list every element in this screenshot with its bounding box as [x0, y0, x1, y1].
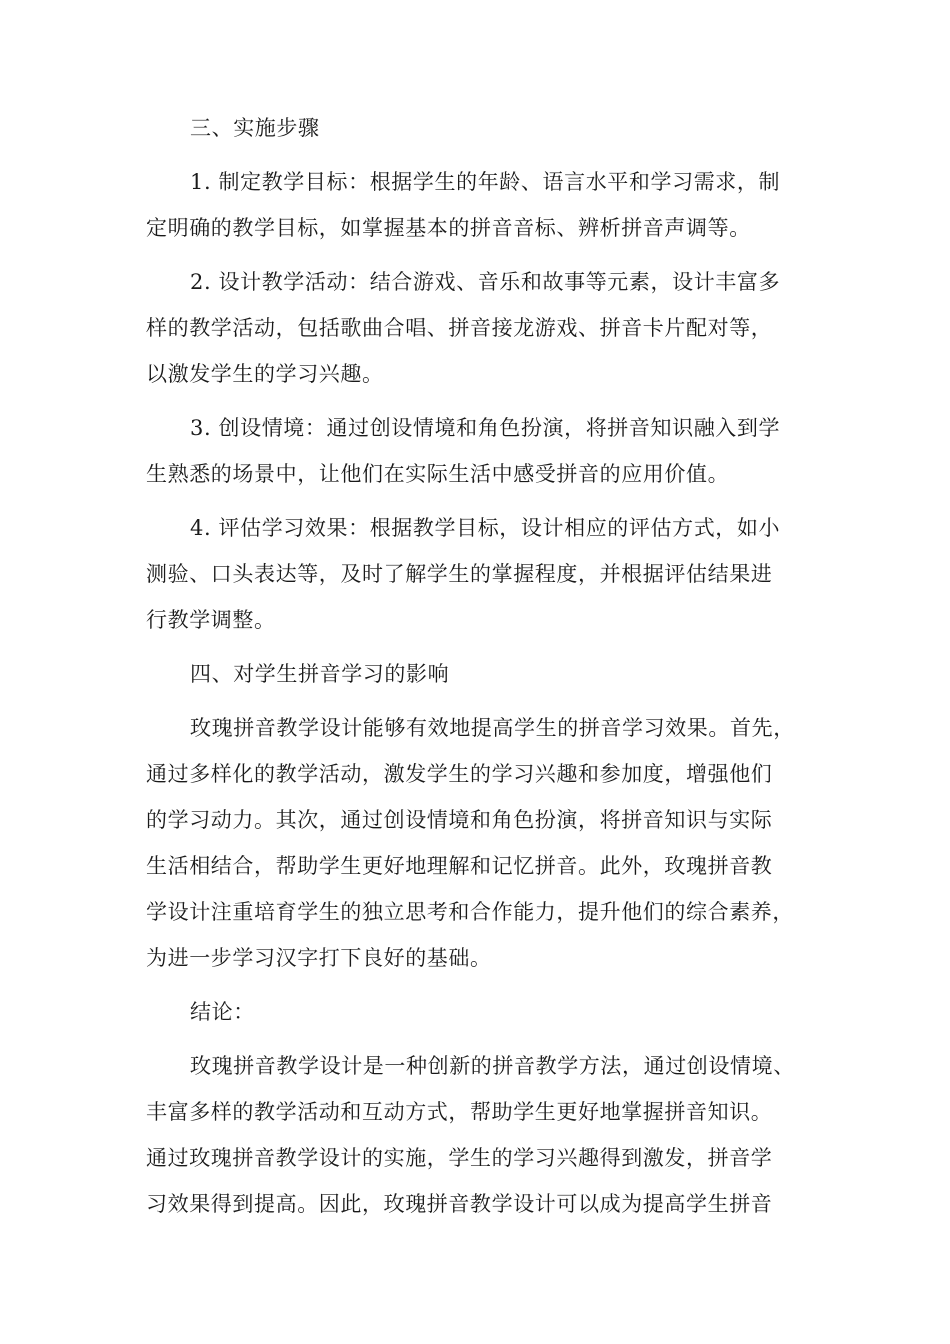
impact-paragraph [146, 705, 810, 981]
text-line: 定明确的教学目标，如掌握基本的拼音音标、辨析拼音声调等。 [146, 216, 751, 240]
text-line: 习效果得到提高。因此，玫瑰拼音教学设计可以成为提高学生拼音 [146, 1192, 773, 1216]
text-line: 玫瑰拼音教学设计是一种创新的拼音教学方法，通过创设情境、 [190, 1054, 795, 1078]
section-heading-conclusion: 结论： [190, 1000, 255, 1024]
text-line: 以激发学生的学习兴趣。 [146, 362, 384, 386]
text-line: 4. 评估学习效果：根据教学目标，设计相应的评估方式，如小 [190, 516, 781, 540]
text-line: 的学习动力。其次，通过创设情境和角色扮演，将拼音知识与实际 [146, 808, 773, 832]
text-line: 丰富多样的教学活动和互动方式，帮助学生更好地掌握拼音知识。 [146, 1100, 773, 1124]
text-line: 生活相结合，帮助学生更好地理解和记忆拼音。此外，玫瑰拼音教 [146, 854, 773, 878]
step-4-paragraph [146, 505, 810, 643]
text-line: 玫瑰拼音教学设计能够有效地提高学生的拼音学习效果。首先， [190, 716, 795, 740]
step-3-paragraph [146, 405, 810, 497]
text-line: 通过玫瑰拼音教学设计的实施，学生的学习兴趣得到激发，拼音学 [146, 1146, 773, 1170]
text-line: 为进一步学习汉字打下良好的基础。 [146, 946, 492, 970]
step-2-paragraph [146, 259, 810, 397]
step-1-paragraph [146, 159, 810, 251]
document-page [146, 105, 810, 1227]
text-line: 行教学调整。 [146, 608, 276, 632]
text-line: 生熟悉的场景中，让他们在实际生活中感受拼音的应用价值。 [146, 462, 730, 486]
text-line: 3. 创设情境：通过创设情境和角色扮演，将拼音知识融入到学 [190, 416, 781, 440]
text-line: 样的教学活动，包括歌曲合唱、拼音接龙游戏、拼音卡片配对等， [146, 316, 773, 340]
section-heading-impact: 四、对学生拼音学习的影响 [190, 662, 450, 686]
text-line: 通过多样化的教学活动，激发学生的学习兴趣和参加度，增强他们 [146, 762, 773, 786]
section-heading-implementation: 三、实施步骤 [190, 116, 320, 140]
text-line: 测验、口头表达等，及时了解学生的掌握程度，并根据评估结果进 [146, 562, 773, 586]
text-line: 1. 制定教学目标：根据学生的年龄、语言水平和学习需求，制 [190, 170, 781, 194]
text-line: 2. 设计教学活动：结合游戏、音乐和故事等元素，设计丰富多 [190, 270, 781, 294]
conclusion-paragraph [146, 1043, 810, 1227]
text-line: 学设计注重培育学生的独立思考和合作能力，提升他们的综合素养， [146, 900, 794, 924]
